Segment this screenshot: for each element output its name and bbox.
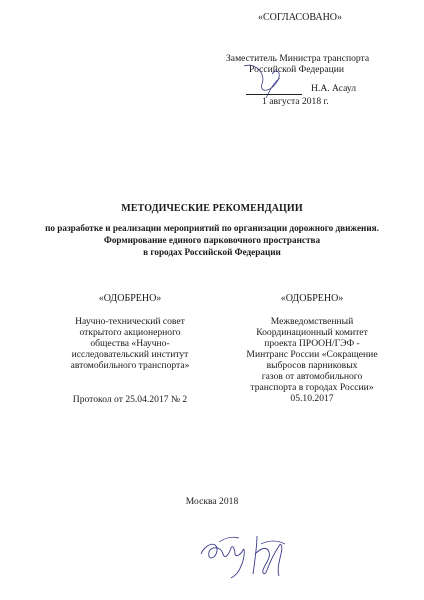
approved-left-line: открытого акционерного	[79, 327, 181, 338]
approved-right-line: 05.10.2017	[290, 393, 334, 404]
signer-name: Н.А. Асаул	[311, 83, 357, 94]
approved-right-heading: «ОДОБРЕНО»	[280, 293, 344, 304]
approval-position-line2: Российской Федерации	[249, 64, 344, 75]
document-subtitle-line1: по разработке и реализации мероприятий по организации дорожного движения.	[45, 223, 379, 233]
approved-right-line: газов от автомобильного	[261, 371, 363, 382]
approved-left-block	[40, 0, 220, 600]
approved-left-line: исследовательский институт	[71, 349, 189, 360]
approved-right-line: Минтранс России «Сокращение	[246, 349, 378, 360]
approved-left-heading: «ОДОБРЕНО»	[98, 293, 162, 304]
approval-date: 1 августа 2018 г.	[262, 96, 329, 107]
approved-left-body	[40, 316, 220, 371]
city-year: Москва 2018	[185, 496, 239, 507]
approved-left-line: Научно-технический совет	[75, 316, 185, 327]
approved-left-protocol: Протокол от 25.04.2017 № 2	[72, 394, 188, 405]
approved-right-line: выбросов парниковых	[266, 360, 358, 371]
approved-left-line: общества «Научно-	[90, 338, 170, 349]
handwritten-signature-icon	[195, 524, 305, 584]
approved-right-line: транспорта в городах России»	[250, 382, 374, 393]
document-subtitle-line3: в городах Российской Федерации	[143, 247, 281, 257]
approved-right-block	[222, 0, 402, 600]
approved-right-line: проекта ПРООН/ГЭФ -	[264, 338, 360, 349]
approval-heading: «СОГЛАСОВАНО»	[258, 12, 343, 23]
signatures	[195, 524, 305, 584]
approval-position-line1: Заместитель Министра транспорта	[226, 53, 370, 64]
approved-left-line: автомобильного транспорта»	[70, 360, 190, 371]
document-subtitle-line2: Формирование единого парковочного пространства	[103, 235, 321, 245]
approved-right-line: Координационный комитет	[256, 327, 368, 338]
approved-right-line: Межведомственный	[270, 316, 354, 327]
document-title: МЕТОДИЧЕСКИЕ РЕКОМЕНДАЦИИ	[121, 203, 303, 214]
approved-right-body	[222, 316, 402, 404]
